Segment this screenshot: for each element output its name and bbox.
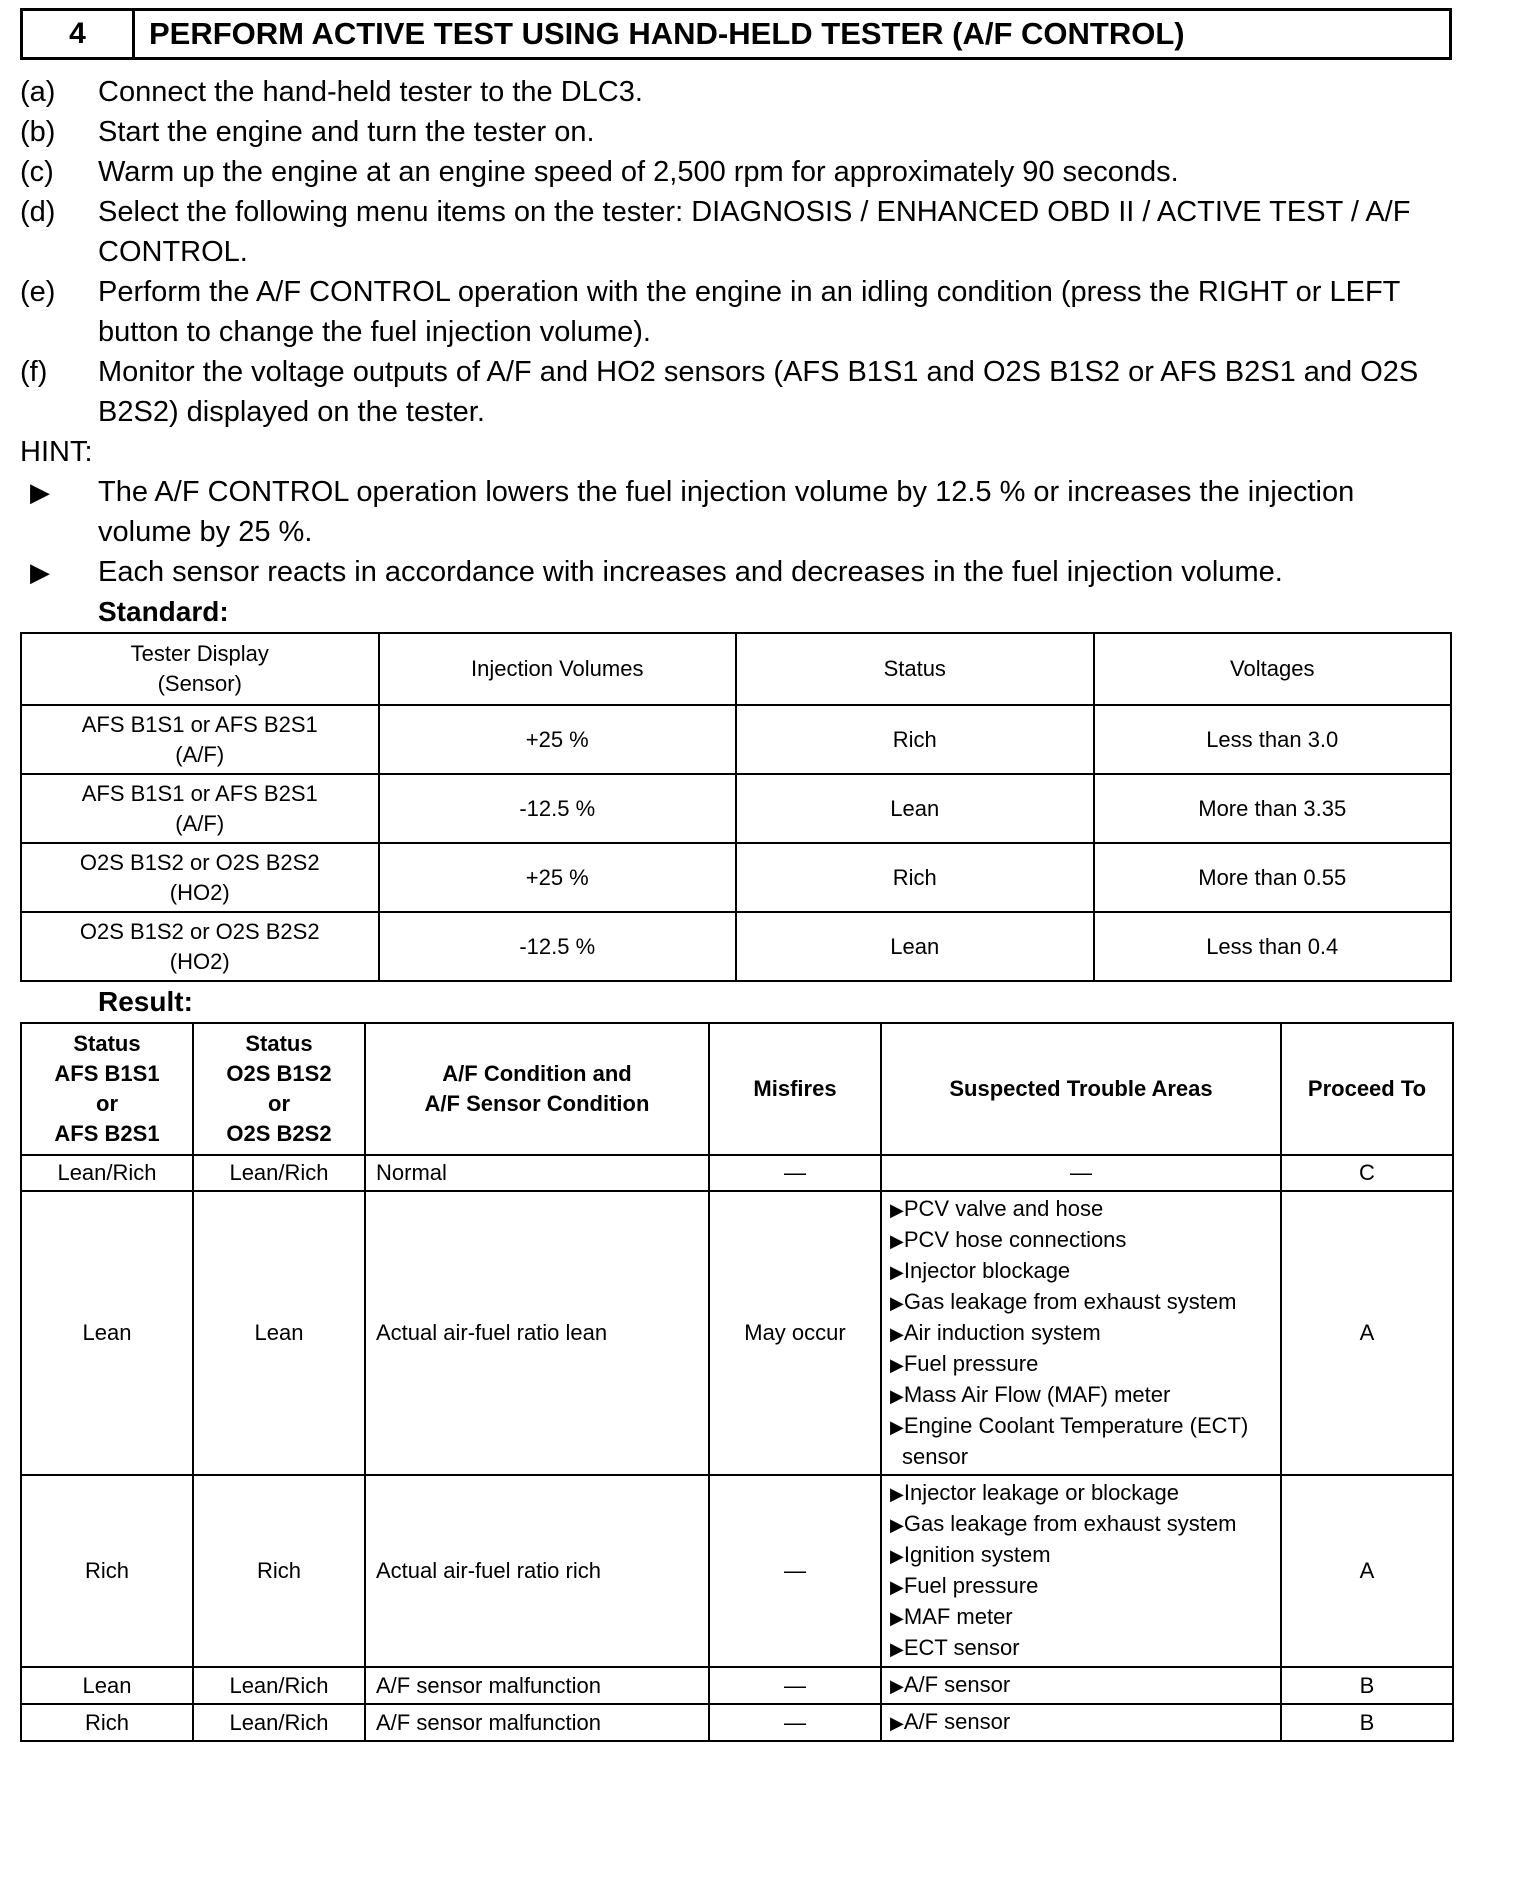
condition-cell: Actual air-fuel ratio lean: [365, 1191, 709, 1475]
table-row: [21, 843, 1451, 912]
result-title: Result:: [98, 986, 193, 1017]
misfires-cell: —: [709, 1704, 881, 1741]
afs-cell: Rich: [21, 1475, 193, 1667]
triangle-bullet-icon: ▶: [890, 1713, 904, 1733]
result-table: [20, 1022, 1454, 1742]
header-status: Status: [736, 633, 1094, 705]
step-label: (a): [20, 76, 56, 108]
area-item: ▶Fuel pressure: [890, 1351, 1039, 1376]
triangle-bullet-icon: ▶: [890, 1546, 904, 1566]
area-item: ▶MAF meter: [890, 1604, 1013, 1629]
triangle-bullet-icon: ▶: [890, 1484, 904, 1504]
triangle-bullet-icon: ▶: [30, 557, 50, 587]
proceed-cell: A: [1281, 1191, 1453, 1475]
step-number: 4: [23, 11, 135, 57]
triangle-bullet-icon: ▶: [890, 1386, 904, 1406]
area-item: ▶A/F sensor: [890, 1709, 1011, 1734]
status-cell: Lean: [736, 774, 1094, 843]
table-header-row: [21, 633, 1451, 705]
afs-cell: Lean: [21, 1667, 193, 1704]
table-row: [21, 1155, 1453, 1191]
area-item: ▶Injector leakage or blockage: [890, 1480, 1180, 1505]
sensor-cell: O2S B1S2 or O2S B2S2 (HO2): [21, 912, 379, 981]
step-text: Perform the A/F CONTROL operation with the engine in an idling condition (press the RIGHT or LEFT button to change the fuel injection volume).: [98, 276, 1400, 348]
header-afs-status: Status AFS B1S1 or AFS B2S1: [21, 1023, 193, 1155]
step-title: PERFORM ACTIVE TEST USING HAND-HELD TESTER (A/F CONTROL): [149, 16, 1185, 51]
voltage-cell: More than 3.35: [1094, 774, 1452, 843]
header-trouble-areas: Suspected Trouble Areas: [881, 1023, 1281, 1155]
voltage-cell: Less than 3.0: [1094, 705, 1452, 774]
table-row: [21, 1475, 1453, 1667]
table-row: [21, 774, 1451, 843]
triangle-bullet-icon: ▶: [890, 1231, 904, 1251]
proceed-cell: B: [1281, 1667, 1453, 1704]
area-item: ▶Air induction system: [890, 1320, 1101, 1345]
sensor-cell: O2S B1S2 or O2S B2S2 (HO2): [21, 843, 379, 912]
step-list: [20, 72, 1452, 432]
triangle-bullet-icon: ▶: [890, 1577, 904, 1597]
areas-cell: [881, 1191, 1281, 1475]
area-item: ▶Gas leakage from exhaust system: [890, 1511, 1237, 1536]
step-text: Select the following menu items on the tester: DIAGNOSIS / ENHANCED OBD II / ACTIVE TEST / A/F CONTROL.: [98, 196, 1411, 268]
step-item: [20, 152, 1452, 192]
area-item: ▶Ignition system: [890, 1542, 1051, 1567]
o2s-cell: Lean/Rich: [193, 1704, 365, 1741]
area-item-continued: sensor: [902, 1444, 969, 1469]
o2s-cell: Lean: [193, 1191, 365, 1475]
triangle-bullet-icon: ▶: [890, 1608, 904, 1628]
step-item: [20, 352, 1452, 432]
table-row: [21, 705, 1451, 774]
header-o2s-status: Status O2S B1S2 or O2S B2S2: [193, 1023, 365, 1155]
procedure-page: [20, 8, 1452, 1742]
step-text: Warm up the engine at an engine speed of 2,500 rpm for approximately 90 seconds.: [98, 156, 1179, 188]
step-label: (f): [20, 356, 48, 388]
triangle-bullet-icon: ▶: [890, 1293, 904, 1313]
standard-table: [20, 632, 1452, 982]
proceed-cell: C: [1281, 1155, 1453, 1191]
standard-title: Standard:: [98, 596, 229, 627]
step-item: [20, 112, 1452, 152]
afs-cell: Rich: [21, 1704, 193, 1741]
volume-cell: +25 %: [379, 843, 737, 912]
step-label: (d): [20, 196, 56, 228]
voltage-cell: More than 0.55: [1094, 843, 1452, 912]
table-row: [21, 912, 1451, 981]
triangle-bullet-icon: ▶: [890, 1200, 904, 1220]
table-header-row: [21, 1023, 1453, 1155]
table-row: [21, 1667, 1453, 1704]
triangle-bullet-icon: ▶: [890, 1324, 904, 1344]
triangle-bullet-icon: ▶: [890, 1262, 904, 1282]
area-item: ▶Gas leakage from exhaust system: [890, 1289, 1237, 1314]
step-label: (b): [20, 116, 56, 148]
area-item: ▶Injector blockage: [890, 1258, 1071, 1283]
triangle-bullet-icon: ▶: [890, 1515, 904, 1535]
step-text: Monitor the voltage outputs of A/F and HO2 sensors (AFS B1S1 and O2S B1S2 or AFS B2S1 and O2S B2S2) displayed on the tester.: [98, 356, 1419, 428]
condition-cell: A/F sensor malfunction: [365, 1667, 709, 1704]
misfires-cell: —: [709, 1667, 881, 1704]
misfires-cell: —: [709, 1475, 881, 1667]
header-condition: A/F Condition and A/F Sensor Condition: [365, 1023, 709, 1155]
hint-text: Each sensor reacts in accordance with increases and decreases in the fuel injection volume.: [98, 556, 1283, 588]
hint-bullet: [20, 472, 1452, 552]
condition-cell: Normal: [365, 1155, 709, 1191]
afs-cell: Lean: [21, 1191, 193, 1475]
step-item: [20, 272, 1452, 352]
area-item: ▶ECT sensor: [890, 1635, 1020, 1660]
area-item: ▶PCV valve and hose: [890, 1196, 1104, 1221]
triangle-bullet-icon: ▶: [890, 1639, 904, 1659]
areas-cell: [881, 1704, 1281, 1741]
header-injection-volumes: Injection Volumes: [379, 633, 737, 705]
area-item: ▶A/F sensor: [890, 1672, 1011, 1697]
triangle-bullet-icon: ▶: [30, 477, 50, 507]
area-item: ▶Engine Coolant Temperature (ECT): [890, 1413, 1249, 1438]
step-item: [20, 72, 1452, 112]
areas-cell: —: [881, 1155, 1281, 1191]
hint-text: The A/F CONTROL operation lowers the fuel injection volume by 12.5 % or increases the injection volume by 25 %.: [98, 476, 1355, 548]
area-item: ▶Fuel pressure: [890, 1573, 1039, 1598]
areas-cell: [881, 1475, 1281, 1667]
condition-cell: Actual air-fuel ratio rich: [365, 1475, 709, 1667]
area-item: ▶Mass Air Flow (MAF) meter: [890, 1382, 1171, 1407]
triangle-bullet-icon: ▶: [890, 1676, 904, 1696]
voltage-cell: Less than 0.4: [1094, 912, 1452, 981]
table-row: [21, 1704, 1453, 1741]
volume-cell: -12.5 %: [379, 912, 737, 981]
status-cell: Rich: [736, 843, 1094, 912]
misfires-cell: —: [709, 1155, 881, 1191]
step-item: [20, 192, 1452, 272]
areas-cell: [881, 1667, 1281, 1704]
o2s-cell: Rich: [193, 1475, 365, 1667]
misfires-cell: May occur: [709, 1191, 881, 1475]
step-text: Start the engine and turn the tester on.: [98, 116, 595, 148]
proceed-cell: B: [1281, 1704, 1453, 1741]
proceed-cell: A: [1281, 1475, 1453, 1667]
header-proceed-to: Proceed To: [1281, 1023, 1453, 1155]
step-header: [20, 8, 1452, 60]
condition-cell: A/F sensor malfunction: [365, 1704, 709, 1741]
step-label: (e): [20, 276, 56, 308]
o2s-cell: Lean/Rich: [193, 1155, 365, 1191]
table-row: [21, 1191, 1453, 1475]
volume-cell: -12.5 %: [379, 774, 737, 843]
sensor-cell: AFS B1S1 or AFS B2S1 (A/F): [21, 705, 379, 774]
triangle-bullet-icon: ▶: [890, 1417, 904, 1437]
header-voltages: Voltages: [1094, 633, 1452, 705]
header-tester-display: Tester Display (Sensor): [21, 633, 379, 705]
sensor-cell: AFS B1S1 or AFS B2S1 (A/F): [21, 774, 379, 843]
o2s-cell: Lean/Rich: [193, 1667, 365, 1704]
status-cell: Rich: [736, 705, 1094, 774]
afs-cell: Lean/Rich: [21, 1155, 193, 1191]
volume-cell: +25 %: [379, 705, 737, 774]
hint-bullet: [20, 552, 1452, 592]
hint-label: HINT:: [20, 436, 93, 468]
step-label: (c): [20, 156, 54, 188]
status-cell: Lean: [736, 912, 1094, 981]
step-text: Connect the hand-held tester to the DLC3.: [98, 76, 643, 108]
triangle-bullet-icon: ▶: [890, 1355, 904, 1375]
header-misfires: Misfires: [709, 1023, 881, 1155]
area-item: ▶PCV hose connections: [890, 1227, 1127, 1252]
